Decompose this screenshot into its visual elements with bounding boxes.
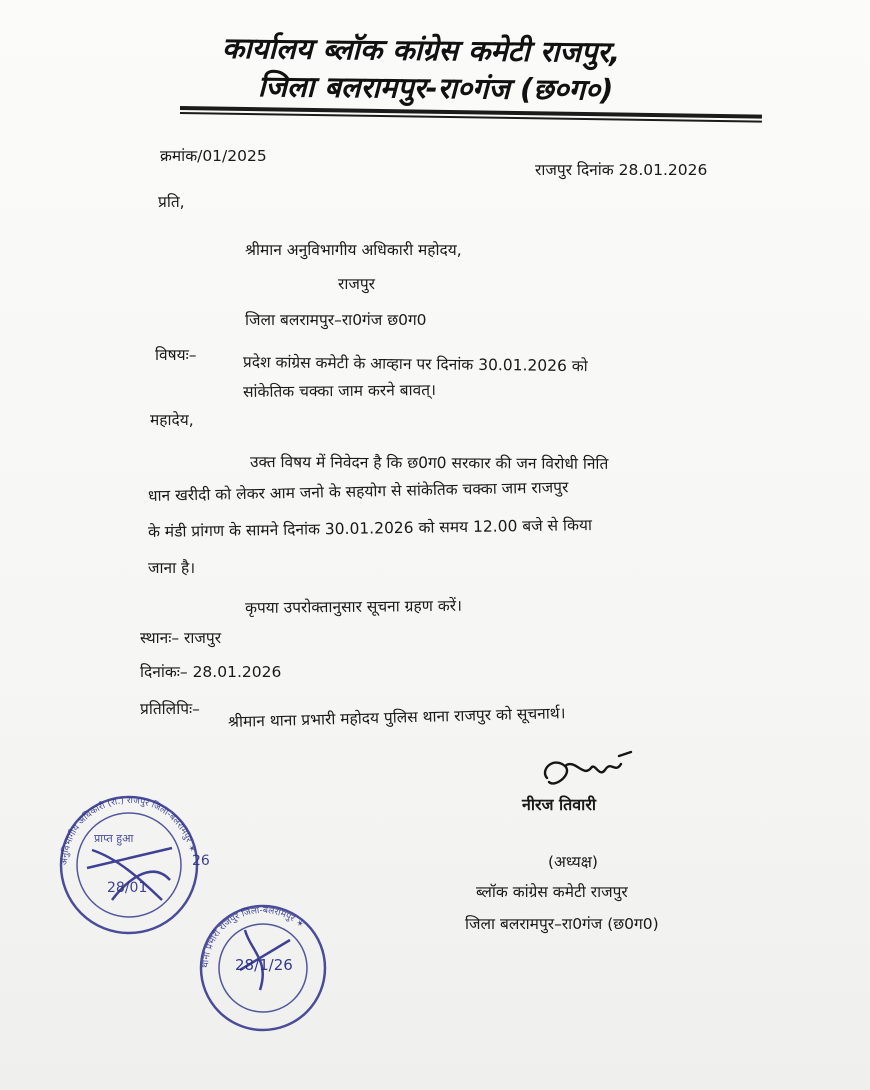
svg-text:थाना प्रभारी राजपुर जिला-बलराम: थाना प्रभारी राजपुर जिला-बलरामपुर ✶ xyxy=(200,905,306,969)
body-line-1: उक्त विषय में निवेदन है कि छ0ग0 सरकार की जन विरोधी निति xyxy=(249,453,609,473)
subject-line-1: प्रदेश कांग्रेस कमेटी के आव्हान पर दिनांक 30.01.2026 को xyxy=(242,353,588,376)
subject-line-2: सांकेतिक चक्का जाम करने बावत्। xyxy=(242,380,436,401)
svg-text:अनुविभागीय अधिकारी (रा.) राजपु: अनुविभागीय अधिकारी (रा.) राजपुर जिला-बलरामपुर ✶ xyxy=(59,795,197,866)
svg-text:28/1/26: 28/1/26 xyxy=(235,956,293,974)
recipient-line-2: राजपुर xyxy=(338,275,375,293)
date: दिनांकः– 28.01.2026 xyxy=(140,663,282,681)
recipient-prefix: प्रति, xyxy=(158,193,185,211)
reference-number: क्रमांक/01/2025 xyxy=(160,147,267,165)
request-line: कृपया उपरोक्तानुसार सूचना ग्रहण करें। xyxy=(244,596,462,617)
place: स्थानः– राजपुर xyxy=(140,629,222,647)
signature-icon xyxy=(535,748,645,798)
svg-text:प्राप्त हुआ: प्राप्त हुआ xyxy=(94,832,134,845)
recipient-line-3: जिला बलरामपुर–रा0गंज छ0ग0 xyxy=(245,311,427,329)
signatory-org: ब्लॉक कांग्रेस कमेटी राजपुर xyxy=(476,883,628,901)
salutation: महादेय, xyxy=(150,411,194,429)
signatory-designation: (अध्यक्ष) xyxy=(548,853,598,871)
signatory-district: जिला बलरामपुर–रा0गंज (छ0ग0) xyxy=(465,915,659,933)
copy-to-label: प्रतिलिपिः– xyxy=(140,700,200,718)
body-line-2: धान खरीदी को लेकर आम जनो के सहयोग से सांकेतिक चक्का जाम राजपुर xyxy=(147,478,569,505)
svg-text:28/01: 28/01 xyxy=(107,880,148,896)
letter-date: राजपुर दिनांक 28.01.2026 xyxy=(535,161,708,179)
svg-text:26: 26 xyxy=(192,853,210,869)
signatory-name: नीरज तिवारी xyxy=(522,795,597,814)
subject-label: विषयः– xyxy=(155,346,197,364)
recipient-line-1: श्रीमान अनुविभागीय अधिकारी महोदय, xyxy=(245,241,462,259)
body-line-3: के मंडी प्रांगण के सामने दिनांक 30.01.2026 को समय 12.00 बजे से किया xyxy=(147,516,593,541)
letterhead-line-2: जिला बलरामपुर-रा०गंज (छ०ग०) xyxy=(257,69,614,107)
copy-to-text: श्रीमान थाना प्रभारी महोदय पुलिस थाना राजपुर को सूचनार्थ। xyxy=(227,704,566,731)
letterhead-line-1: कार्यालय ब्लॉक कांग्रेस कमेटी राजपुर, xyxy=(221,30,621,70)
police-seal-icon xyxy=(190,900,340,1040)
body-line-4: जाना है। xyxy=(148,559,196,577)
